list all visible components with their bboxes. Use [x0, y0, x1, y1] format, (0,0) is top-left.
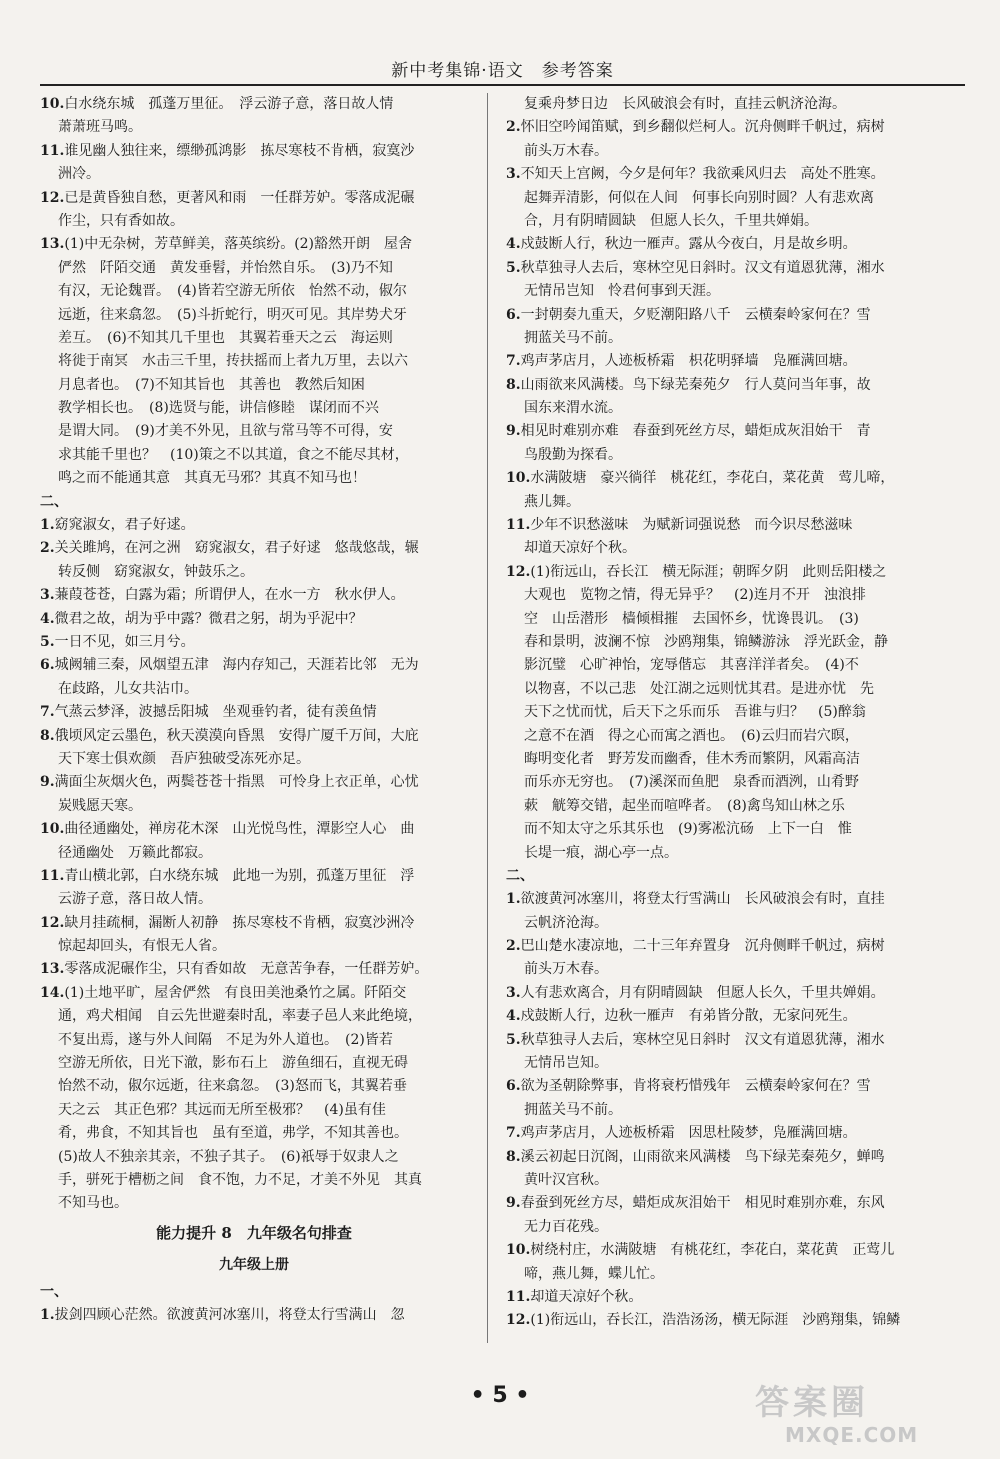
item-number: 6. [506, 306, 521, 323]
item-number: 2. [40, 540, 55, 557]
answer-continuation: 天下之忧而忧，后天下之乐而乐 吾谁与归？ (5)醉翁 [524, 704, 866, 721]
answer-line [40, 233, 468, 256]
item-number: 10. [506, 1242, 531, 1259]
answer-text: 蒹葭苍苍，白露为霜；所谓伊人，在水一方 秋水伊人。 [54, 587, 405, 604]
answer-continuation: 手，骈死于槽枥之间 食不饱，力不足，才美不外见 其真 [58, 1171, 422, 1188]
item-number: 3. [506, 166, 521, 183]
answer-continuation: 合，月有阴晴圆缺 但愿人长久，千里共婵娟。 [524, 212, 818, 229]
watermark [755, 1383, 965, 1453]
answer-line [40, 771, 468, 794]
section-marker: 二、 [40, 493, 68, 510]
answer-text: 俄顷风定云墨色，秋天漠漠向昏黑 安得广厦千万间，大庇 [54, 727, 419, 744]
answer-continuation: 而乐亦无穷也。 (7)溪深而鱼肥 泉香而酒洌，山肴野 [524, 774, 859, 791]
answer-continuation: 肴，弗食，不知其旨也 虽有至道，弗学，不知其善也。 [58, 1125, 408, 1142]
answer-continuation: (5)故人不独亲其亲，不独子其子。 (6)祇辱于奴隶人之 [58, 1148, 399, 1165]
answer-text: 却道天凉好个秋。 [530, 1288, 643, 1305]
answer-text: 水满陂塘 豪兴徜徉 桃花红，李花白，菜花黄 莺儿啼， [530, 470, 895, 487]
answer-continuation: 月息者也。 (7)不知其旨也 其善也 教然后知困 [58, 376, 365, 393]
item-number: 8. [40, 727, 55, 744]
item-number: 3. [40, 587, 55, 604]
answer-text: 戍鼓断人行，秋边一雁声。露从今夜白，月是故乡明。 [520, 236, 857, 253]
item-number: 13. [40, 961, 65, 978]
item-number: 4. [506, 1008, 521, 1025]
answer-continuation: 转反侧 窈窕淑女，钟鼓乐之。 [58, 563, 254, 580]
answer-line [40, 608, 468, 631]
running-header: 新中考集锦·语文 参考答案 [391, 61, 614, 81]
item-number: 7. [506, 353, 521, 370]
item-number: 5. [40, 633, 55, 650]
answer-text: (1)土地平旷，屋舍俨然 有良田美池桑竹之属。阡陌交 [64, 984, 407, 1001]
answer-line [506, 257, 934, 280]
answer-continuation: 云帆济沧海。 [524, 914, 608, 931]
answer-text: 少年不识愁滋味 为赋新词强说愁 而今识尽愁滋味 [530, 517, 853, 534]
answer-text: 怀旧空吟闻笛赋，到乡翻似烂柯人。沉舟侧畔千帆过，病树 [520, 119, 885, 136]
answer-line [40, 537, 468, 560]
item-number: 4. [506, 236, 521, 253]
answer-continuation: 而不知太守之乐其乐也 (9)雾凇沆砀 上下一白 惟 [524, 821, 852, 838]
item-number: 12. [506, 1312, 531, 1329]
answer-line [40, 818, 468, 841]
answer-continuation: 在歧路，儿女共沾巾。 [58, 680, 198, 697]
answer-text: 秋草独寻人去后，寒林空见日斜时 汉文有道恩犹薄，湘水 [520, 1031, 885, 1048]
left-column [40, 93, 468, 1328]
item-number: 11. [506, 517, 531, 534]
answer-text: 不知天上宫阙，今夕是何年？我欲乘风归去 高处不胜寒。 [520, 166, 885, 183]
answer-continuation: 萧萧班马鸣。 [58, 119, 142, 136]
answer-line [506, 1122, 934, 1145]
answer-line [506, 1005, 934, 1028]
answer-continuation: 影沉璧 心旷神怡，宠辱偕忘 其喜洋洋者矣。 (4)不 [524, 657, 859, 674]
answer-text: 秋草独寻人去后，寒林空见日斜时。汉文有道恩犹薄，湘水 [520, 259, 885, 276]
item-number: 9. [506, 423, 521, 440]
answer-continuation: 天下寒士俱欢颜 吾庐独破受冻死亦足。 [58, 750, 310, 767]
answer-continuation: 晦明变化者 野芳发而幽香，佳木秀而繁阴，风霜高洁 [524, 750, 860, 767]
answer-line [40, 865, 468, 888]
answer-line [506, 163, 934, 186]
answer-line [506, 1286, 934, 1309]
answer-line [506, 982, 934, 1005]
answer-continuation: 怡然不动，俶尔远逝，往来翕忽。 (3)怒而飞，其翼若垂 [58, 1078, 407, 1095]
answer-continuation: 作尘，只有香如故。 [58, 212, 184, 229]
answer-continuation: 鸣之而不能通其意 其真无马邪？其真不知马也！ [58, 470, 366, 487]
answer-text: 窈窕淑女，君子好逑。 [54, 517, 195, 534]
answer-text: 相见时难别亦难 春蚕到死丝方尽，蜡炬成灰泪始干 青 [520, 423, 871, 440]
item-number: 11. [506, 1288, 531, 1305]
answer-text: 一封朝奏九重天，夕贬潮阳路八千 云横秦岭家何在？雪 [520, 306, 871, 323]
answer-continuation: 鸟殷勤为探看。 [524, 446, 622, 463]
answer-continuation: 天之云 其正色邪？其远而无所至极邪？ (4)虽有佳 [58, 1101, 386, 1118]
answer-text: 溪云初起日沉阁，山雨欲来风满楼 鸟下绿芜秦苑夕，蝉鸣 [520, 1148, 885, 1165]
answer-continuation: 洲冷。 [58, 166, 100, 183]
answer-line [40, 912, 468, 935]
answer-text: 曲径通幽处，禅房花木深 山光悦鸟性，潭影空人心 曲 [64, 821, 415, 838]
watermark-logo: 答案圈 [755, 1383, 869, 1423]
item-number: 1. [506, 891, 521, 908]
answer-continuation: 拥蓝关马不前。 [524, 1101, 622, 1118]
answer-line [40, 514, 468, 537]
answer-text: 气蒸云梦泽，波撼岳阳城 坐观垂钓者，徒有羡鱼情 [54, 704, 377, 721]
answer-line [506, 1146, 934, 1169]
answer-line [506, 116, 934, 139]
answer-text: 山雨欲来风满楼。鸟下绿芜秦苑夕 行人莫问当年事，故 [520, 376, 871, 393]
item-number: 6. [40, 657, 55, 674]
answer-line [40, 1304, 468, 1327]
answer-line [40, 982, 468, 1005]
answer-line [506, 1075, 934, 1098]
answer-text: 零落成泥碾作尘，只有香如故 无意苦争春，一任群芳妒。 [64, 961, 429, 978]
answer-continuation: 空 山岳潜形 樯倾楫摧 去国怀乡，忧谗畏讥。 (3) [524, 610, 859, 627]
answer-continuation: 远逝，往来翕忽。 (5)斗折蛇行，明灭可见。其岸势犬牙 [58, 306, 407, 323]
item-number: 10. [506, 470, 531, 487]
answer-continuation: 却道天凉好个秋。 [524, 540, 636, 557]
answer-line [40, 631, 468, 654]
answer-line [506, 304, 934, 327]
section-marker: 一、 [40, 1283, 68, 1300]
page-number: • 5 • [470, 1383, 530, 1408]
answer-text: 微君之故，胡为乎中露？微君之躬，胡为乎泥中？ [54, 610, 363, 627]
answer-continuation: 蔌 觥筹交错，起坐而喧哗者。 (8)禽鸟知山林之乐 [524, 797, 845, 814]
answer-text: 关关雎鸠，在河之洲 窈窕淑女，君子好逑 悠哉悠哉，辗 [54, 540, 419, 557]
answer-text: 鸡声茅店月，人迹板桥霜 枳花明驿墙 凫雁满回塘。 [520, 353, 857, 370]
answer-text: 拔剑四顾心茫然。欲渡黄河冰塞川，将登太行雪满山 忽 [54, 1307, 405, 1324]
answer-continuation: 复乘舟梦日边 长风破浪会有时，直挂云帆济沧海。 [524, 96, 846, 112]
answer-text: 青山横北郭，白水绕东城 此地一为别，孤蓬万里征 浮 [64, 867, 415, 884]
answer-continuation: 长堤一痕，湖心亭一点。 [524, 844, 678, 861]
item-number: 8. [506, 1148, 521, 1165]
item-number: 5. [506, 259, 521, 276]
answer-continuation: 俨然 阡陌交通 黄发垂髫，并怡然自乐。 (3)乃不知 [58, 259, 393, 276]
item-number: 10. [40, 96, 65, 112]
answer-line [506, 350, 934, 373]
answer-line [506, 935, 934, 958]
item-number: 11. [40, 867, 65, 884]
item-number: 4. [40, 610, 55, 627]
answer-continuation: 无情吊岂知。 [524, 1055, 608, 1072]
subsection-title: 九年级上册 [219, 1256, 289, 1273]
item-number: 9. [506, 1195, 521, 1212]
item-number: 12. [506, 563, 531, 580]
answer-continuation: 拥蓝关马不前。 [524, 329, 622, 346]
item-number: 13. [40, 236, 65, 253]
answer-line [40, 140, 468, 163]
answer-text: 已是黄昏独自愁，更著风和雨 一任群芳妒。零落成泥碾 [64, 189, 415, 206]
answer-continuation: 云游子意，落日故人情。 [58, 891, 212, 908]
item-number: 9. [40, 774, 55, 791]
answer-line [506, 467, 934, 490]
item-number: 10. [40, 821, 65, 838]
answer-line [506, 420, 934, 443]
answer-continuation: 春和景明，波澜不惊 沙鸥翔集，锦鳞游泳 浮光跃金，静 [524, 633, 888, 650]
item-number: 12. [40, 189, 65, 206]
answer-line [506, 233, 934, 256]
answer-continuation: 国东来渭水流。 [524, 400, 622, 417]
answer-text: 城阙辅三秦，风烟望五津 海内存知己，天涯若比邻 无为 [54, 657, 419, 674]
item-number: 1. [40, 1307, 55, 1324]
answer-continuation: 黄叶汉宫秋。 [524, 1171, 608, 1188]
header-rule [40, 84, 965, 86]
answer-text: 满面尘灰烟火色，两鬓苍苍十指黑 可怜身上衣正单，心忧 [54, 774, 419, 791]
answer-text: 欲为圣朝除弊事，肯将衰朽惜残年 云横秦岭家何在？雪 [520, 1078, 871, 1095]
answer-continuation: 前头万木春。 [524, 961, 608, 978]
answer-continuation: 通，鸡犬相闻 自云先世避秦时乱，率妻子邑人来此绝境， [58, 1008, 422, 1025]
answer-line [40, 93, 468, 116]
answer-continuation: 啼，燕儿舞，蝶儿忙。 [524, 1265, 664, 1282]
answer-continuation: 是谓大同。 (9)才美不外见，且欲与常马等不可得，安 [58, 423, 393, 440]
answer-text: 巴山楚水凄凉地，二十三年弃置身 沉舟侧畔千帆过，病树 [520, 938, 885, 955]
answer-text: 谁见幽人独往来，缥缈孤鸿影 拣尽寒枝不肯栖，寂寞沙 [64, 142, 415, 159]
watermark-url: MXQE.COM [785, 1423, 919, 1447]
answer-continuation: 求其能千里也？ (10)策之不以其道，食之不能尽其材， [58, 446, 409, 463]
item-number: 14. [40, 984, 65, 1001]
answer-line [506, 561, 934, 584]
answer-text: 一日不见，如三月兮。 [54, 633, 195, 650]
item-number: 3. [506, 984, 521, 1001]
answer-text: 戍鼓断人行，边秋一雁声 有弟皆分散，无家问死生。 [520, 1008, 857, 1025]
column-divider [487, 93, 488, 1343]
item-number: 7. [40, 704, 55, 721]
section-title: 能力提升 8 九年级名句排查 [156, 1223, 352, 1242]
item-number: 11. [40, 142, 65, 159]
item-number: 2. [506, 119, 521, 136]
answer-continuation: 将徙于南冥 水击三千里，抟扶摇而上者九万里，去以六 [58, 353, 408, 370]
item-number: 2. [506, 938, 521, 955]
item-number: 12. [40, 914, 65, 931]
answer-line [506, 1192, 934, 1215]
answer-continuation: 有汉，无论魏晋。 (4)皆若空游无所依 怡然不动，俶尔 [58, 283, 407, 300]
section-marker: 二、 [506, 867, 534, 884]
item-number: 8. [506, 376, 521, 393]
answer-line [40, 725, 468, 748]
answer-continuation: 空游无所依，日光下澈，影布石上 游鱼细石，直视无碍 [58, 1055, 408, 1072]
answer-continuation: 不知马也。 [58, 1195, 128, 1212]
answer-continuation: 以物喜，不以己悲 处江湖之远则忧其君。是进亦忧 先 [524, 680, 874, 697]
answer-line [40, 187, 468, 210]
answer-continuation: 教学相长也。 (8)选贤与能，讲信修睦 谋闭而不兴 [58, 400, 379, 417]
answer-text: 欲渡黄河冰塞川，将登太行雪满山 长风破浪会有时，直挂 [520, 891, 885, 908]
answer-line [506, 1029, 934, 1052]
item-number: 7. [506, 1125, 521, 1142]
answer-continuation: 之意不在酒 得之心而寓之酒也。 (6)云归而岩穴暝， [524, 727, 859, 744]
answer-line [506, 374, 934, 397]
answer-line [506, 888, 934, 911]
item-number: 6. [506, 1078, 521, 1095]
answer-continuation: 无力百花残。 [524, 1218, 608, 1235]
answer-text: 树绕村庄，水满陂塘 有桃花红，李花白，菜花黄 正莺儿 [530, 1242, 895, 1259]
answer-line [40, 958, 468, 981]
answer-line [506, 1309, 934, 1332]
item-number: 5. [506, 1031, 521, 1048]
item-number: 1. [40, 517, 55, 534]
answer-continuation: 径通幽处 万籁此都寂。 [58, 844, 212, 861]
answer-text: 白水绕东城 孤蓬万里征。 浮云游子意，落日故人情 [64, 96, 394, 112]
answer-text: 缺月挂疏桐，漏断人初静 拣尽寒枝不肯栖，寂寞沙洲冷 [64, 914, 415, 931]
answer-continuation: 无情吊岂知 怜君何事到天涯。 [524, 283, 720, 300]
answer-line [506, 1239, 934, 1262]
answer-continuation: 大观也 览物之情，得无异乎？ (2)连月不开 浊浪排 [524, 587, 866, 604]
answer-text: 人有悲欢离合，月有阴晴圆缺 但愿人长久，千里共婵娟。 [520, 984, 885, 1001]
answer-continuation: 起舞弄清影，何似在人间 何事长向别时圆？人有悲欢离 [524, 189, 874, 206]
answer-line [40, 584, 468, 607]
right-column [506, 93, 934, 1333]
answer-text: (1)衔远山，吞长江 横无际涯；朝晖夕阴 此则岳阳楼之 [530, 563, 887, 580]
answer-line [40, 701, 468, 724]
answer-continuation: 不复出焉，遂与外人间隔 不足为外人道也。 (2)皆若 [58, 1031, 393, 1048]
answer-text: (1)衔远山，吞长江，浩浩汤汤，横无际涯 沙鸥翔集，锦鳞 [530, 1312, 901, 1329]
answer-text: 春蚕到死丝方尽，蜡炬成灰泪始干 相见时难别亦难，东风 [520, 1195, 885, 1212]
answer-continuation: 炭贱愿天寒。 [58, 797, 142, 814]
answer-continuation: 差互。 (6)不知其几千里也 其翼若垂天之云 海运则 [58, 329, 393, 346]
answer-continuation: 燕儿舞。 [524, 493, 580, 510]
answer-text: (1)中无杂树，芳草鲜美，落英缤纷。(2)豁然开朗 屋舍 [64, 236, 413, 253]
answer-line [506, 514, 934, 537]
answer-text: 鸡声茅店月，人迹板桥霜 因思杜陵梦，凫雁满回塘。 [520, 1125, 857, 1142]
answer-line [40, 654, 468, 677]
answer-continuation: 前头万木春。 [524, 142, 608, 159]
answer-continuation: 惊起却回头，有恨无人省。 [58, 938, 226, 955]
